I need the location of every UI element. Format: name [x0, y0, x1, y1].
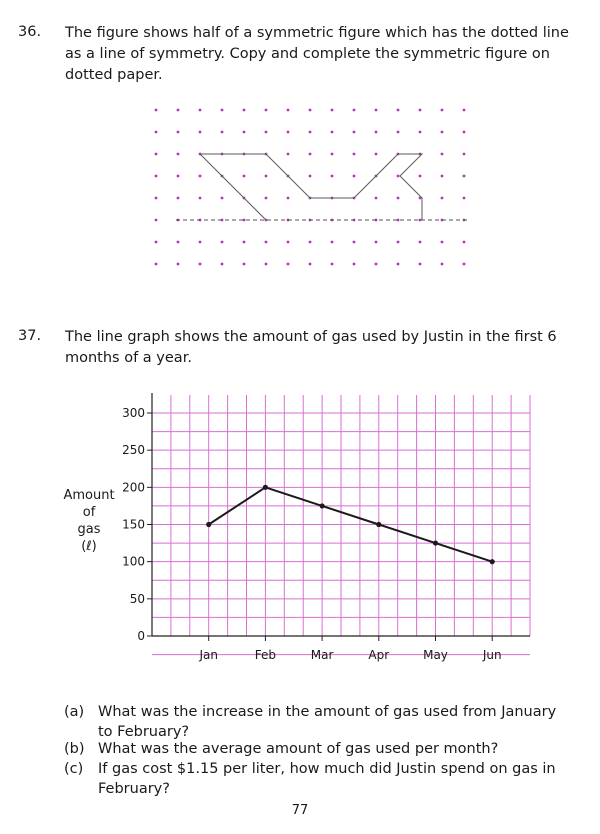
y-axis-label-line-1: Amount [63, 488, 115, 503]
subquestion-c-text [98, 759, 568, 799]
subquestion-a-line-2: to February? [98, 724, 190, 740]
data-point [433, 540, 438, 545]
question-36-line-1: The figure shows half of a symmetric figure which has the dotted line [65, 25, 569, 41]
x-tick-label: Mar [310, 648, 334, 662]
y-tick-label: 150 [122, 517, 145, 532]
subquestion-a-line-1: What was the increase in the amount of gas used from January [98, 704, 557, 720]
subquestion-b-label: (b) [64, 741, 85, 757]
subquestion-c-label: (c) [64, 761, 84, 777]
subquestion-c-line-2: February? [98, 781, 170, 797]
x-tick-label: Apr [368, 648, 390, 662]
subquestion-b-line-1: What was the average amount of gas used per month? [98, 741, 499, 757]
y-tick-labels [122, 406, 152, 643]
question-37-line-1: The line graph shows the amount of gas used by Justin in the first 6 [65, 329, 557, 345]
data-point [263, 485, 268, 490]
question-37-line-2: months of a year. [65, 350, 192, 366]
data-point [376, 522, 381, 527]
x-tick-label: May [423, 648, 448, 662]
y-tick-label: 200 [122, 480, 145, 495]
x-tick-label: Jun [482, 648, 502, 662]
question-36-line-3: dotted paper. [65, 67, 163, 83]
y-axis-label-line-3: gas [77, 522, 101, 537]
subquestion-c-line-1: If gas cost $1.15 per liter, how much did Justin spend on gas in [98, 761, 556, 777]
question-37-number: 37. [18, 328, 42, 344]
subquestion-a-text [98, 702, 568, 742]
y-tick-label: 300 [122, 406, 145, 420]
data-point [490, 559, 495, 564]
question-36-number: 36. [18, 24, 42, 40]
y-tick-label: 50 [129, 591, 145, 606]
subquestion-a-label: (a) [64, 704, 85, 720]
y-axis-label-line-4: (ℓ) [81, 539, 97, 554]
y-tick-label: 250 [122, 443, 145, 458]
page-number: 77 [291, 803, 309, 818]
y-tick-label: 100 [122, 554, 145, 569]
y-axis-label-line-2: of [82, 505, 96, 520]
data-point [206, 522, 211, 527]
x-tick-label: Feb [254, 648, 277, 662]
subquestion-b-text [98, 739, 568, 759]
x-tick-label: Jan [199, 648, 218, 662]
y-tick-label: 0 [137, 629, 145, 643]
question-36-line-2: as a line of symmetry. Copy and complete the symmetric figure on [65, 46, 550, 62]
x-tick-labels [198, 636, 501, 662]
data-point [320, 503, 325, 508]
